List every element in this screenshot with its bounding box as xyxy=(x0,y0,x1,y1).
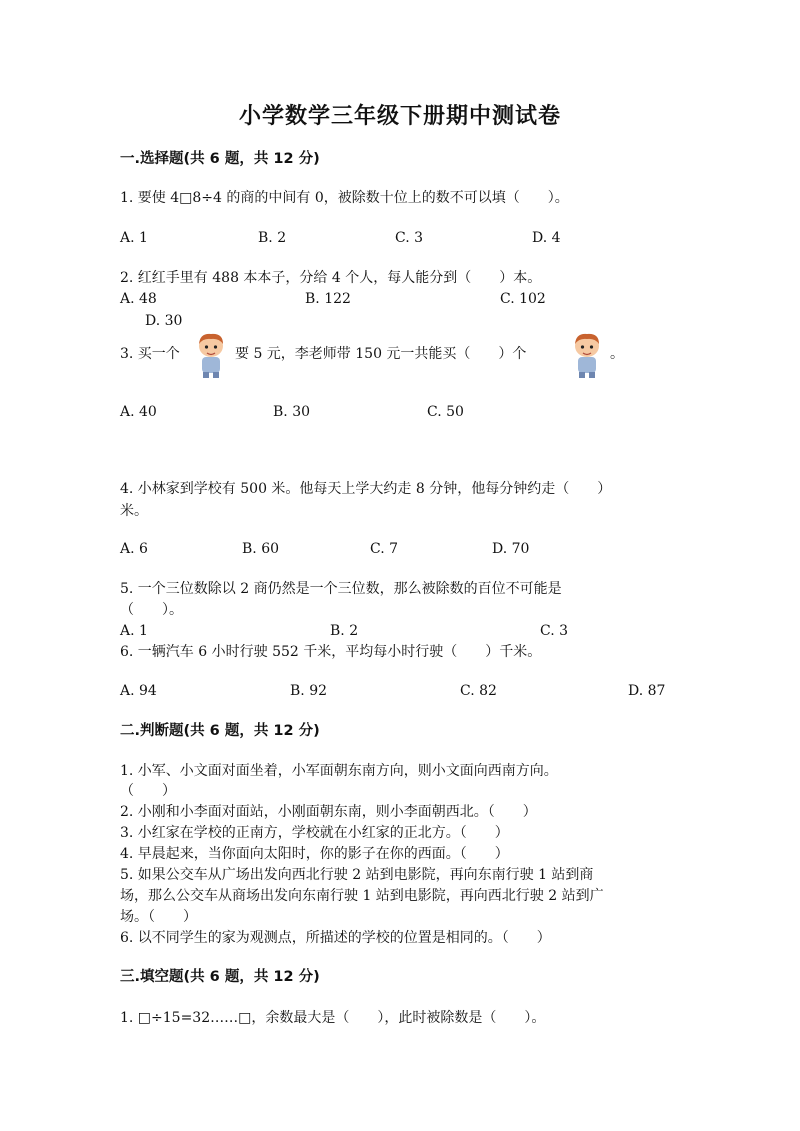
section-heading-choice: 一.选择题(共 6 题，共 12 分) xyxy=(120,151,320,167)
question-text-part: 。 xyxy=(610,346,624,362)
option: C. 50 xyxy=(427,404,464,420)
statement-line: 5. 如果公交车从广场出发向西北行驶 2 站到电影院，再向东南行驶 1 站到商 xyxy=(120,867,594,883)
question-text: 4. 小林家到学校有 500 米。他每天上学大约走 8 分钟，他每分钟约走（ ） xyxy=(120,481,612,497)
option: A. 94 xyxy=(120,683,157,699)
question-text: （ ）。 xyxy=(120,602,183,618)
option: A. 1 xyxy=(120,623,148,639)
option: A. 6 xyxy=(120,541,148,557)
fill-question: 1. □÷15=32……□，余数最大是（ ），此时被除数是（ ）。 xyxy=(120,1010,546,1026)
option: B. 60 xyxy=(242,541,280,557)
question-text: 米。 xyxy=(120,503,148,519)
option: B. 2 xyxy=(258,230,287,246)
statement-line: 3. 小红家在学校的正南方，学校就在小红家的正北方。（ ） xyxy=(120,825,509,841)
section-heading-fill: 三.填空题(共 6 题，共 12 分) xyxy=(120,969,320,985)
option: C. 82 xyxy=(460,683,497,699)
option: B. 92 xyxy=(290,683,328,699)
question-text-part: 3. 买一个 xyxy=(120,346,180,362)
option: D. 4 xyxy=(532,230,561,246)
option: C. 7 xyxy=(370,541,399,557)
question-text: 2. 红红手里有 488 本本子，分给 4 个人，每人能分到（ ）本。 xyxy=(120,270,542,286)
statement-line: 场，那么公交车从商场出发向东南行驶 1 站到电影院，再向西北行驶 2 站到广 xyxy=(120,888,604,904)
section-heading-judge: 二.判断题(共 6 题，共 12 分) xyxy=(120,723,320,739)
cartoon-boy-icon xyxy=(192,332,230,380)
statement-line: 6. 以不同学生的家为观测点，所描述的学校的位置是相同的。（ ） xyxy=(120,930,551,946)
cartoon-boy-icon xyxy=(568,332,606,380)
option: C. 3 xyxy=(395,230,424,246)
statement-line: （ ） xyxy=(120,783,176,799)
option: D. 30 xyxy=(145,313,183,329)
statement-line: 场。（ ） xyxy=(120,909,197,925)
page-title: 小学数学三年级下册期中测试卷 xyxy=(238,103,561,129)
option: C. 102 xyxy=(500,291,546,307)
option: D. 87 xyxy=(628,683,666,699)
option: C. 3 xyxy=(540,623,569,639)
question-text: 6. 一辆汽车 6 小时行驶 552 千米，平均每小时行驶（ ）千米。 xyxy=(120,644,542,660)
question-text: 5. 一个三位数除以 2 商仍然是一个三位数，那么被除数的百位不可能是 xyxy=(120,581,562,597)
option: B. 122 xyxy=(305,291,351,307)
option: A. 40 xyxy=(120,404,157,420)
statement-line: 1. 小军、小文面对面坐着，小军面朝东南方向，则小文面向西南方向。 xyxy=(120,763,558,779)
option: A. 1 xyxy=(120,230,148,246)
statement-line: 4. 早晨起来，当你面向太阳时，你的影子在你的西面。（ ） xyxy=(120,846,509,862)
statement-line: 2. 小刚和小李面对面站，小刚面朝东南，则小李面朝西北。（ ） xyxy=(120,804,537,820)
option: D. 70 xyxy=(492,541,530,557)
question-text-part: 要 5 元，李老师带 150 元一共能买（ ）个 xyxy=(235,346,527,362)
option: B. 2 xyxy=(330,623,359,639)
question-text: 1. 要使 4□8÷4 的商的中间有 0，被除数十位上的数不可以填（ ）。 xyxy=(120,190,569,206)
option: A. 48 xyxy=(120,291,157,307)
option: B. 30 xyxy=(273,404,311,420)
